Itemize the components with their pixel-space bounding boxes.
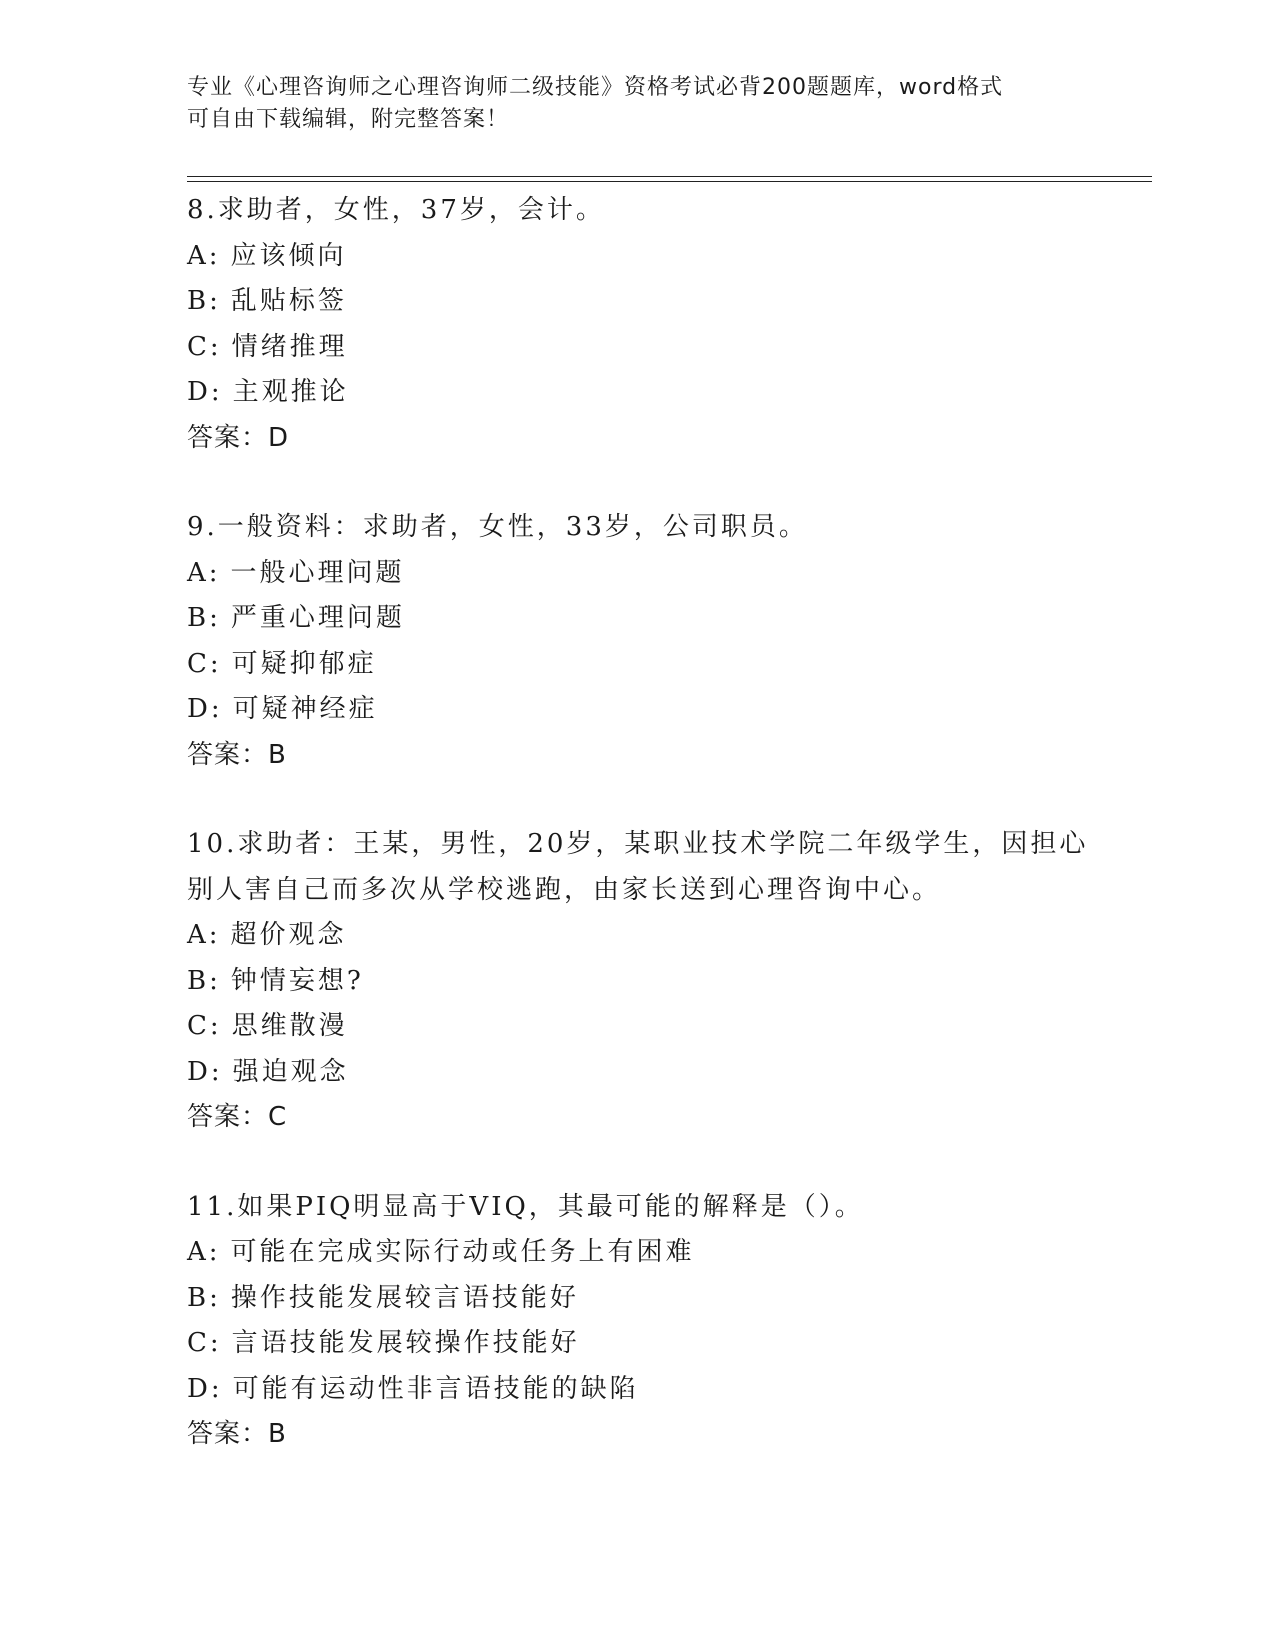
answer-option: [187, 279, 1147, 325]
option-text: 乱贴标签: [230, 286, 347, 316]
question-block: [187, 1185, 1147, 1458]
header-divider-top: [187, 176, 1152, 177]
option-text: 思维散漫: [231, 1011, 348, 1041]
option-text: 可疑神经症: [232, 694, 378, 724]
option-key: A:: [187, 920, 221, 950]
option-key: B:: [187, 965, 221, 996]
option-text: 主观推论: [232, 377, 349, 407]
option-text: 应该倾向: [230, 240, 347, 271]
option-key: D:: [187, 377, 223, 407]
option-text: 情绪推理: [231, 331, 348, 362]
answer-option: [187, 1004, 1147, 1050]
option-key: C:: [187, 331, 222, 362]
document-header: [187, 72, 1087, 136]
answer-option: [187, 325, 1147, 371]
answer-option: [187, 596, 1147, 642]
answer-option: [187, 370, 1147, 416]
answer-option: [187, 1321, 1147, 1367]
option-key: B:: [187, 603, 221, 633]
option-key: D:: [187, 1056, 223, 1087]
option-key: D:: [187, 1373, 223, 1404]
answer-option: [187, 1276, 1147, 1322]
option-key: B:: [187, 1282, 221, 1313]
option-key: A:: [187, 240, 221, 271]
answer-label: 答案：B: [187, 1419, 287, 1449]
header-line-2: 可自由下载编辑，附完整答案！: [187, 107, 510, 132]
option-text: 强迫观念: [232, 1056, 349, 1087]
answer-option: [187, 913, 1147, 959]
option-text: 可能在完成实际行动或任务上有困难: [230, 1237, 695, 1267]
option-key: D:: [187, 694, 223, 724]
answer-label: 答案：D: [187, 422, 290, 453]
answer-option: [187, 959, 1147, 1005]
option-text: 一般心理问题: [230, 557, 405, 588]
answer-label: 答案：B: [187, 739, 287, 770]
answer-option: [187, 234, 1147, 280]
option-key: C:: [187, 1328, 222, 1358]
question-stem: 10.求助者：王某，男性，20岁，某职业技术学院二年级学生，因担心: [187, 829, 1089, 859]
question-block: [187, 822, 1147, 1141]
header-divider-bottom: [187, 181, 1152, 182]
option-key: A:: [187, 557, 221, 588]
question-stem: 8.求助者，女性，37岁，会计。: [187, 195, 605, 225]
answer-label: 答案：C: [187, 1102, 288, 1132]
option-text: 可疑抑郁症: [231, 648, 377, 679]
option-text: 严重心理问题: [230, 603, 405, 633]
header-line-1: 专业《心理咨询师之心理咨询师二级技能》资格考试必背200题题库，word格式: [187, 75, 1004, 100]
question-list: [187, 188, 1147, 1502]
option-key: A:: [187, 1237, 221, 1267]
question-block: [187, 188, 1147, 461]
answer-option: [187, 642, 1147, 688]
question-stem: 11.如果PIQ明显高于VIQ，其最可能的解释是（）。: [187, 1191, 864, 1222]
question-block: [187, 505, 1147, 778]
answer-option: [187, 687, 1147, 733]
answer-option: [187, 1367, 1147, 1413]
option-text: 钟情妄想?: [230, 965, 364, 996]
option-key: B:: [187, 286, 221, 316]
question-stem: 9.一般资料：求助者，女性，33岁，公司职员。: [187, 512, 808, 542]
option-text: 操作技能发展较言语技能好: [230, 1282, 579, 1313]
option-key: C:: [187, 648, 222, 679]
option-text: 超价观念: [230, 920, 347, 950]
question-stem: 别人害自己而多次从学校逃跑，由家长送到心理咨询中心。: [187, 874, 942, 905]
answer-option: [187, 1050, 1147, 1096]
option-key: C:: [187, 1011, 222, 1041]
answer-option: [187, 551, 1147, 597]
answer-option: [187, 1230, 1147, 1276]
option-text: 可能有运动性非言语技能的缺陷: [232, 1373, 639, 1404]
option-text: 言语技能发展较操作技能好: [231, 1328, 580, 1358]
